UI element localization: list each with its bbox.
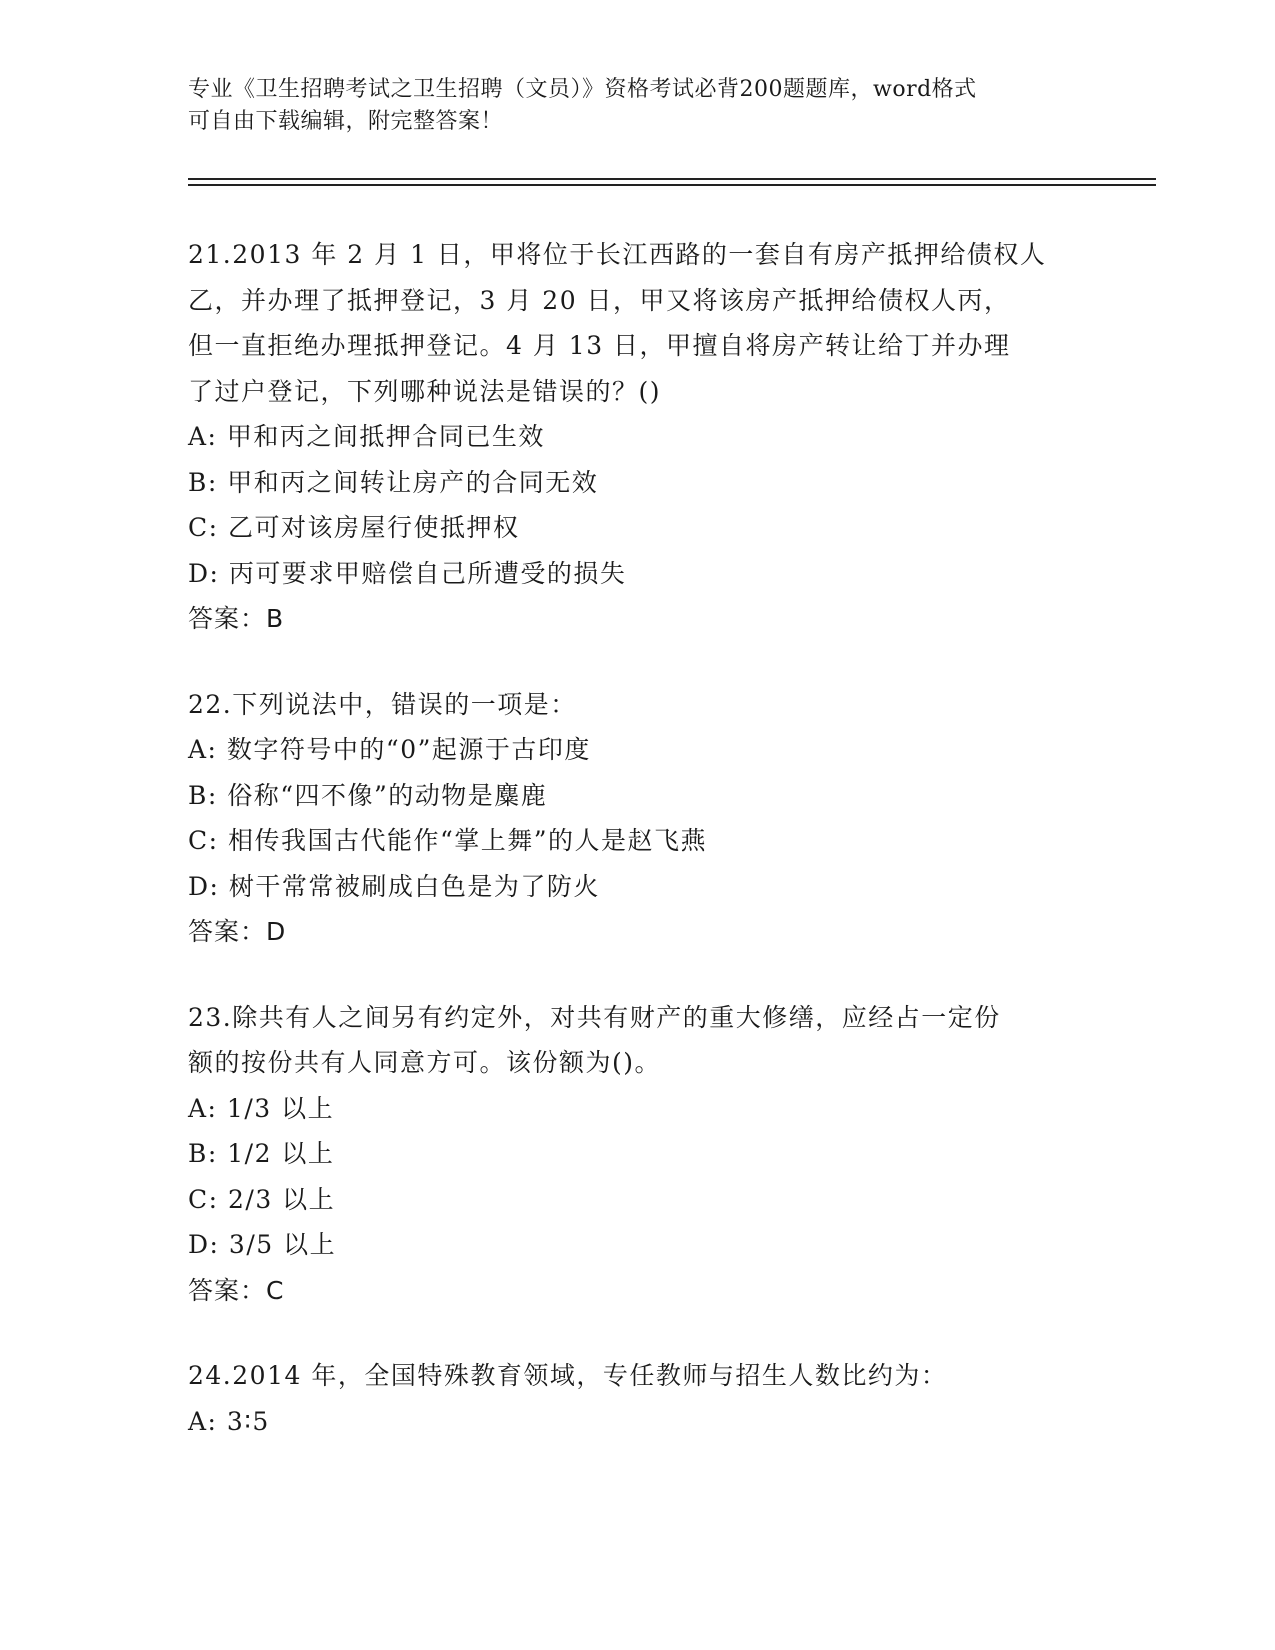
question-24 [188,1353,1088,1444]
header-divider-bottom [188,184,1156,186]
question-21 [188,232,1088,642]
question-text-line: 22.下列说法中，错误的一项是： [188,689,577,719]
question-text-line: 21.2013 年 2 月 1 日，甲将位于长江西路的一套自有房产抵押给债权人 [188,240,1047,269]
option-b: B: 1/2 以上 [188,1139,335,1168]
option-d: D: 3/5 以上 [188,1230,337,1259]
question-23 [188,995,1088,1314]
document-header [188,74,1088,138]
answer-line: 答案：B [188,604,285,633]
answer-line: 答案：C [188,1275,285,1305]
option-d: D: 丙可要求甲赔偿自己所遭受的损失 [188,558,627,588]
answer-line: 答案：D [188,917,287,946]
header-line-1: 专业《卫生招聘考试之卫生招聘（文员）》资格考试必背200题题库，word格式 [188,77,977,102]
question-text-line: 23.除共有人之间另有约定外，对共有财产的重大修缮，应经占一定份 [188,1002,1001,1032]
question-text-line: 24.2014 年，全国特殊教育领域，专任教师与招生人数比约为： [188,1361,948,1390]
option-c: C: 相传我国古代能作“掌上舞”的人是赵飞燕 [188,826,708,855]
option-d: D: 树干常常被刷成白色是为了防火 [188,871,600,901]
question-22 [188,682,1088,955]
option-b: B: 甲和丙之间转让房产的合同无效 [188,467,599,497]
option-c: C: 乙可对该房屋行使抵押权 [188,513,520,542]
option-a: A: 甲和丙之间抵押合同已生效 [188,422,545,451]
question-text-line: 了过户登记，下列哪种说法是错误的？() [188,376,662,406]
question-text-line: 但一直拒绝办理抵押登记。4 月 13 日，甲擅自将房产转让给丁并办理 [188,331,1011,360]
option-b: B: 俗称“四不像”的动物是麋鹿 [188,780,548,810]
option-a: A: 3∶5 [188,1406,270,1436]
question-text-line: 乙，并办理了抵押登记，3 月 20 日，甲又将该房产抵押给债权人丙， [188,285,1011,315]
question-text-line: 额的按份共有人同意方可。该份额为()。 [188,1048,662,1077]
header-line-2: 可自由下载编辑，附完整答案！ [188,109,504,134]
question-list [188,232,1088,1484]
option-c: C: 2/3 以上 [188,1184,336,1214]
header-divider-top [188,178,1156,180]
option-a: A: 数字符号中的“0”起源于古印度 [188,735,591,764]
option-a: A: 1/3 以上 [188,1093,335,1123]
